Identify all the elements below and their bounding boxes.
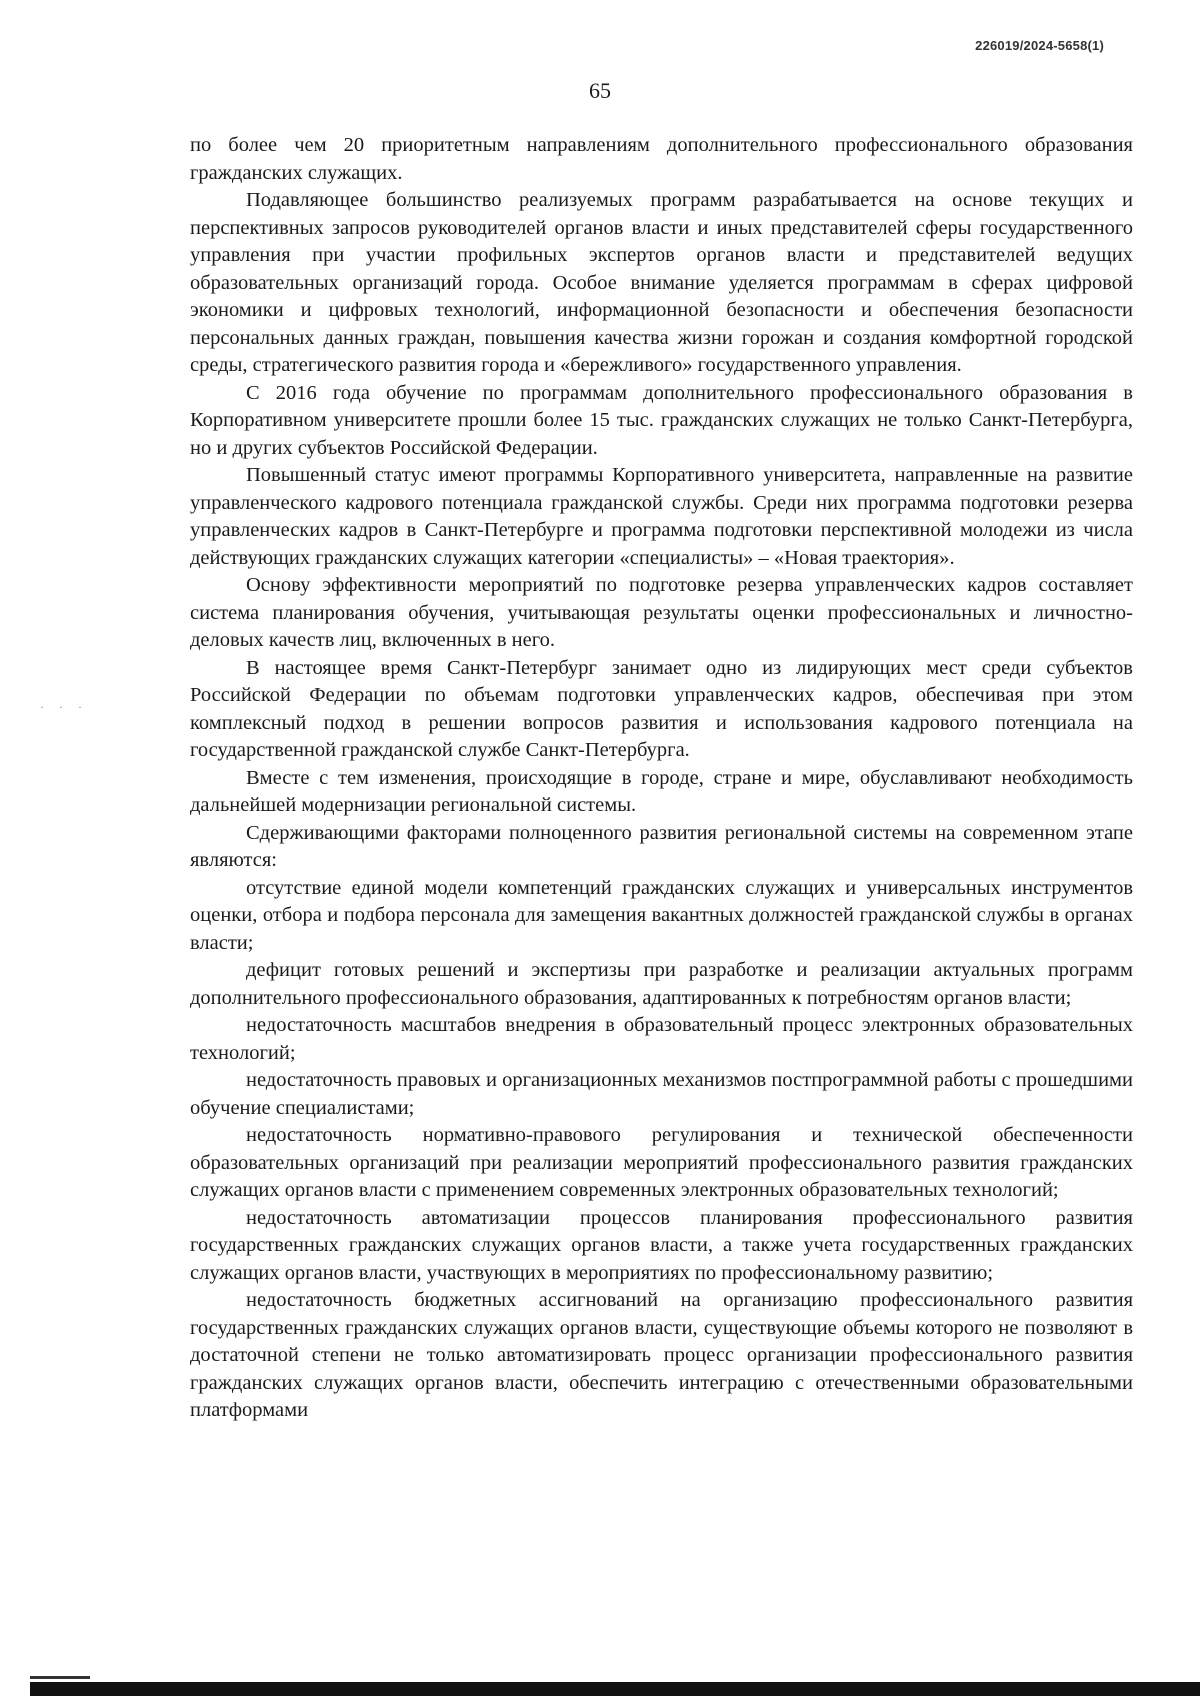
document-body (190, 132, 1133, 1425)
list-item: недостаточность масштабов внедрения в образовательный процесс электронных образовательных технологий; (190, 1014, 1133, 1064)
list-item: недостаточность автоматизации процессов планирования профессионального развития государственных гражданских служащих органов власти, а также учета государственных гражданских служащих органов власти, участвующих в мероприятиях по профессиональному развитию; (190, 1206, 1133, 1284)
paragraph: С 2016 года обучение по программам дополнительного профессионального образования в Корпоративном университете прошли более 15 тыс. гражданских служащих не только Санкт-Петербурга, но и других субъектов Российской Федерации. (190, 381, 1133, 459)
paragraph: Основу эффективности мероприятий по подготовке резерва управленческих кадров составляет система планирования обучения, учитывающая результаты оценки профессиональных и личностно-деловых качеств лиц, включенных в него. (190, 574, 1133, 651)
scan-edge-mark (30, 1676, 90, 1679)
scan-edge-bar (30, 1682, 1200, 1696)
list-item: недостаточность правовых и организационных механизмов постпрограммной работы с прошедшими обучение специалистами; (190, 1069, 1133, 1119)
paragraph: Вместе с тем изменения, происходящие в городе, стране и мире, обуславливают необходимость дальнейшей модернизации региональной системы. (190, 766, 1133, 816)
page-number: 65 (589, 78, 611, 103)
list-item: отсутствие единой модели компетенций гражданских служащих и универсальных инструментов оценки, отбора и подбора персонала для замещения вакантных должностей гражданской службы в органах власти; (190, 876, 1133, 954)
document-id: 226019/2024-5658(1) (975, 38, 1104, 53)
scan-margin-marks: · · · (40, 700, 88, 714)
list-item: недостаточность бюджетных ассигнований на организацию профессионального развития государственных гражданских служащих органов власти, существующие объемы которого не позволяют в достаточной степени не только автоматизировать процесс организации профессионального развития гражданских служащих органов власти, обеспечить интеграцию с отечественными образовательными платформами (190, 1289, 1133, 1421)
paragraph: Подавляющее большинство реализуемых программ разрабатывается на основе текущих и перспективных запросов руководителей органов власти и иных представителей сферы государственного управления при участии профильных экспертов органов власти и представителей ведущих образовательных организаций города. Особое внимание уделяется программам в сферах цифровой экономики и цифровых технологий, информационной безопасности и обеспечения безопасности персональных данных граждан, повышения качества жизни горожан и создания комфортной городской среды, стратегического развития города и «бережливого» государственного управления. (190, 189, 1133, 376)
paragraph: Повышенный статус имеют программы Корпоративного университета, направленные на развитие управленческого кадрового потенциала гражданской службы. Среди них программа подготовки резерва управленческих кадров в Санкт-Петербурге и программа подготовки перспективной молодежи из числа действующих гражданских служащих категории «специалисты» – «Новая траектория». (190, 464, 1133, 569)
list-item: недостаточность нормативно-правового регулирования и технической обеспеченности образовательных организаций при реализации мероприятий профессионального развития гражданских служащих органов власти с применением современных электронных образовательных технологий; (190, 1124, 1133, 1201)
list-item: дефицит готовых решений и экспертизы при разработке и реализации актуальных программ дополнительного профессионального образования, адаптированных к потребностям органов власти; (190, 959, 1133, 1009)
paragraph: Сдерживающими факторами полноценного развития региональной системы на современном этапе являются: (190, 821, 1133, 871)
paragraph: по более чем 20 приоритетным направлениям дополнительного профессионального образования гражданских служащих. (190, 134, 1133, 184)
paragraph: В настоящее время Санкт-Петербург занимает одно из лидирующих мест среди субъектов Российской Федерации по объемам подготовки управленческих кадров, обеспечивая при этом комплексный подход в решении вопросов развития и использования кадрового потенциала на государственной гражданской службе Санкт-Петербурга. (190, 656, 1133, 761)
